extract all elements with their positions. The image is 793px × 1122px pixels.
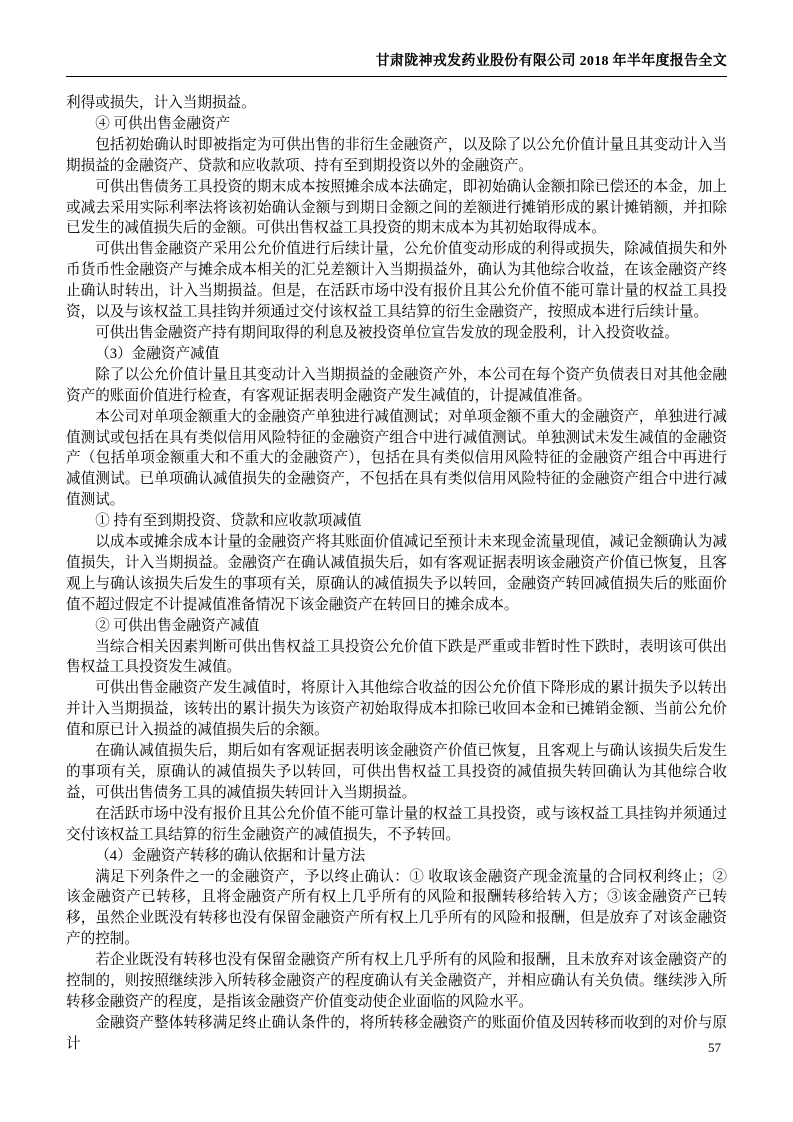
paragraph: 可供出售金融资产采用公允价值进行后续计量，公允价值变动形成的利得或损失，除减值损失和外币货币性金融资产与摊余成本相关的汇兑差额计入当期损益外，确认为其他综合收益，在该金融资产终止确认时转出，计入当期损益。但是，在活跃市场中没有报价且其公允价值不能可靠计量的权益工具投资，以及与该权益工具挂钩并须通过交付该权益工具结算的衍生金融资产，按照成本进行后续计量。 (66, 241, 727, 321)
header-title: 甘肃陇神戎发药业股份有限公司 2018 年半年度报告全文 (375, 54, 727, 69)
paragraph: 若企业既没有转移也没有保留金融资产所有权上几乎所有的风险和报酬，且未放弃对该金融资产的控制的，则按照继续涉入所转移金融资产的程度确认有关金融资产，并相应确认有关负债。继续涉入所转移金融资产的程度，是指该金融资产价值变动使企业面临的风险水平。 (66, 952, 727, 1010)
paragraph: 在确认减值损失后，期后如有客观证据表明该金融资产价值已恢复，且客观上与确认该损失后发生的事项有关，原确认的减值损失予以转回，可供出售权益工具投资的减值损失转回确认为其他综合收益，可供出售债务工具的减值损失转回计入当期损益。 (66, 743, 727, 801)
section-heading-4: （4）金融资产转移的确认依据和计量方法 (95, 847, 366, 864)
paragraph: 可供出售金融资产发生减值时，将原计入其他综合收益的因公允价值下降形成的累计损失予以转出并计入当期损益，该转出的累计损失为该资产初始取得成本扣除已收回本金和已摊销金额、当前公允价值和原已计入损益的减值损失后的余额。 (66, 680, 727, 739)
item-heading-4: ④ 可供出售金融资产 (95, 115, 231, 132)
paragraph: 在活跃市场中没有报价且其公允价值不能可靠计量的权益工具投资，或与该权益工具挂钩并须通过交付该权益工具结算的衍生金融资产的减值损失，不予转回。 (66, 805, 727, 843)
item-heading-1: ① 持有至到期投资、贷款和应收款项减值 (95, 513, 362, 530)
paragraph: 包括初始确认时即被指定为可供出售的非衍生金融资产，以及除了以公允价值计量且其变动计入当期损益的金融资产、贷款和应收款项、持有至到期投资以外的金融资产。 (66, 136, 727, 174)
paragraph: 可供出售债务工具投资的期末成本按照摊余成本法确定，即初始确认金额扣除已偿还的本金，加上或减去采用实际利率法将该初始确认金额与到期日金额之间的差额进行摊销形成的累计摊销额，并扣除已发生的减值损失后的金额。可供出售权益工具投资的期末成本为其初始取得成本。 (66, 178, 727, 237)
paragraph: 以成本或摊余成本计量的金融资产将其账面价值减记至预计未来现金流量现值，减记金额确认为减值损失，计入当期损益。金融资产在确认减值损失后，如有客观证据表明该金融资产价值已恢复，且客观上与确认该损失后发生的事项有关，原确认的减值损失予以转回，金融资产转回减值损失后的账面价值不超过假定不计提减值准备情况下该金融资产在转回日的摊余成本。 (66, 534, 727, 613)
paragraph: 本公司对单项金额重大的金融资产单独进行减值测试；对单项金额不重大的金融资产，单独进行减值测试或包括在具有类似信用风险特征的金融资产组合中进行减值测试。单独测试未发生减值的金融资产（包括单项金额重大和不重大的金融资产），包括在具有类似信用风险特征的金融资产组合中再进行减值测试。已单项确认减值损失的金融资产，不包括在具有类似信用风险特征的金融资产组合中进行减值测试。 (66, 408, 727, 509)
page-body (66, 93, 727, 1055)
item-heading-2: ② 可供出售金融资产减值 (95, 617, 260, 634)
paragraph: 除了以公允价值计量且其变动计入当期损益的金融资产外，本公司在每个资产负债表日对其他金融资产的账面价值进行检查，有客观证据表明金融资产发生减值的，计提减值准备。 (66, 366, 727, 404)
page-footer (708, 1040, 721, 1056)
paragraph: 满足下列条件之一的金融资产，予以终止确认：① 收取该金融资产现金流量的合同权利终止；② 该金融资产已转移，且将金融资产所有权上几乎所有的风险和报酬转移给转入方；③该金融资产已转移，虽然企业既没有转移也没有保留金融资产所有权上几乎所有的风险和报酬，但是放弃了对该金融资产的控制。 (66, 868, 727, 948)
paragraph: 可供出售金融资产持有期间取得的利息及被投资单位宣告发放的现金股利，计入投资收益。 (95, 324, 679, 341)
paragraph-continuation: 利得或损失，计入当期损益。 (66, 95, 256, 111)
section-heading-3: （3）金融资产减值 (95, 345, 220, 362)
paragraph-truncated: 金融资产整体转移满足终止确认条件的，将所转移金融资产的账面价值及因转移而收到的对价与原计 (66, 1014, 727, 1052)
page-number: 57 (708, 1040, 721, 1055)
paragraph: 当综合相关因素判断可供出售权益工具投资公允价值下跌是严重或非暂时性下跌时，表明该可供出售权益工具投资发生减值。 (66, 638, 727, 676)
page-header (66, 50, 727, 77)
